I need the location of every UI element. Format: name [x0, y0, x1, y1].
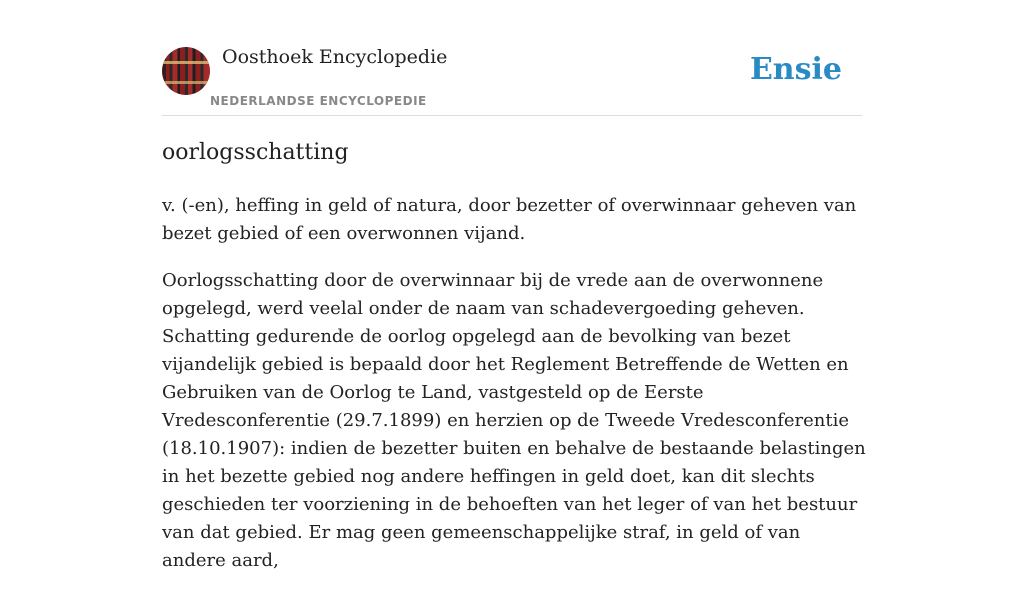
site-title[interactable]: Oosthoek Encyclopedie [222, 46, 448, 68]
site-header [162, 0, 862, 116]
brand-logo-link[interactable]: Ensie [749, 52, 842, 87]
article-headword: oorlogsschatting [162, 140, 349, 165]
article-paragraph-1: v. (-en), heffing in geld of natura, door bezetter of overwinnaar geheven van bezet gebied of een overwonnen vijand. [162, 195, 857, 244]
encyclopedia-books-logo[interactable] [162, 47, 210, 95]
article-body [162, 192, 867, 594]
article-paragraph-2: Oorlogsschatting door de overwinnaar bij de vrede aan de overwonnene opgelegd, werd veelal onder de naam van schadevergoeding geheven. Schatting gedurende de oorlog opgelegd aan de bevolking van bezet vijandelijk gebied is bepaald door het Reglement Betreffende de Wetten en Gebruiken van de Oorlog te Land, vastgesteld op de Eerste Vredesconferentie (29.7.1899) en herzien op de Tweede Vredesconferentie (18.10.1907): indien de bezetter buiten en behalve de bestaande belastingen in het bezette gebied nog andere heffingen in geld doet, kan dit slechts geschieden ter voorziening in de behoeften van het leger of van het bestuur van dat gebied. Er mag geen gemeenschappelijke straf, in geld of van andere aard, [162, 270, 866, 571]
site-subtitle: NEDERLANDSE ENCYCLOPEDIE [210, 94, 427, 108]
